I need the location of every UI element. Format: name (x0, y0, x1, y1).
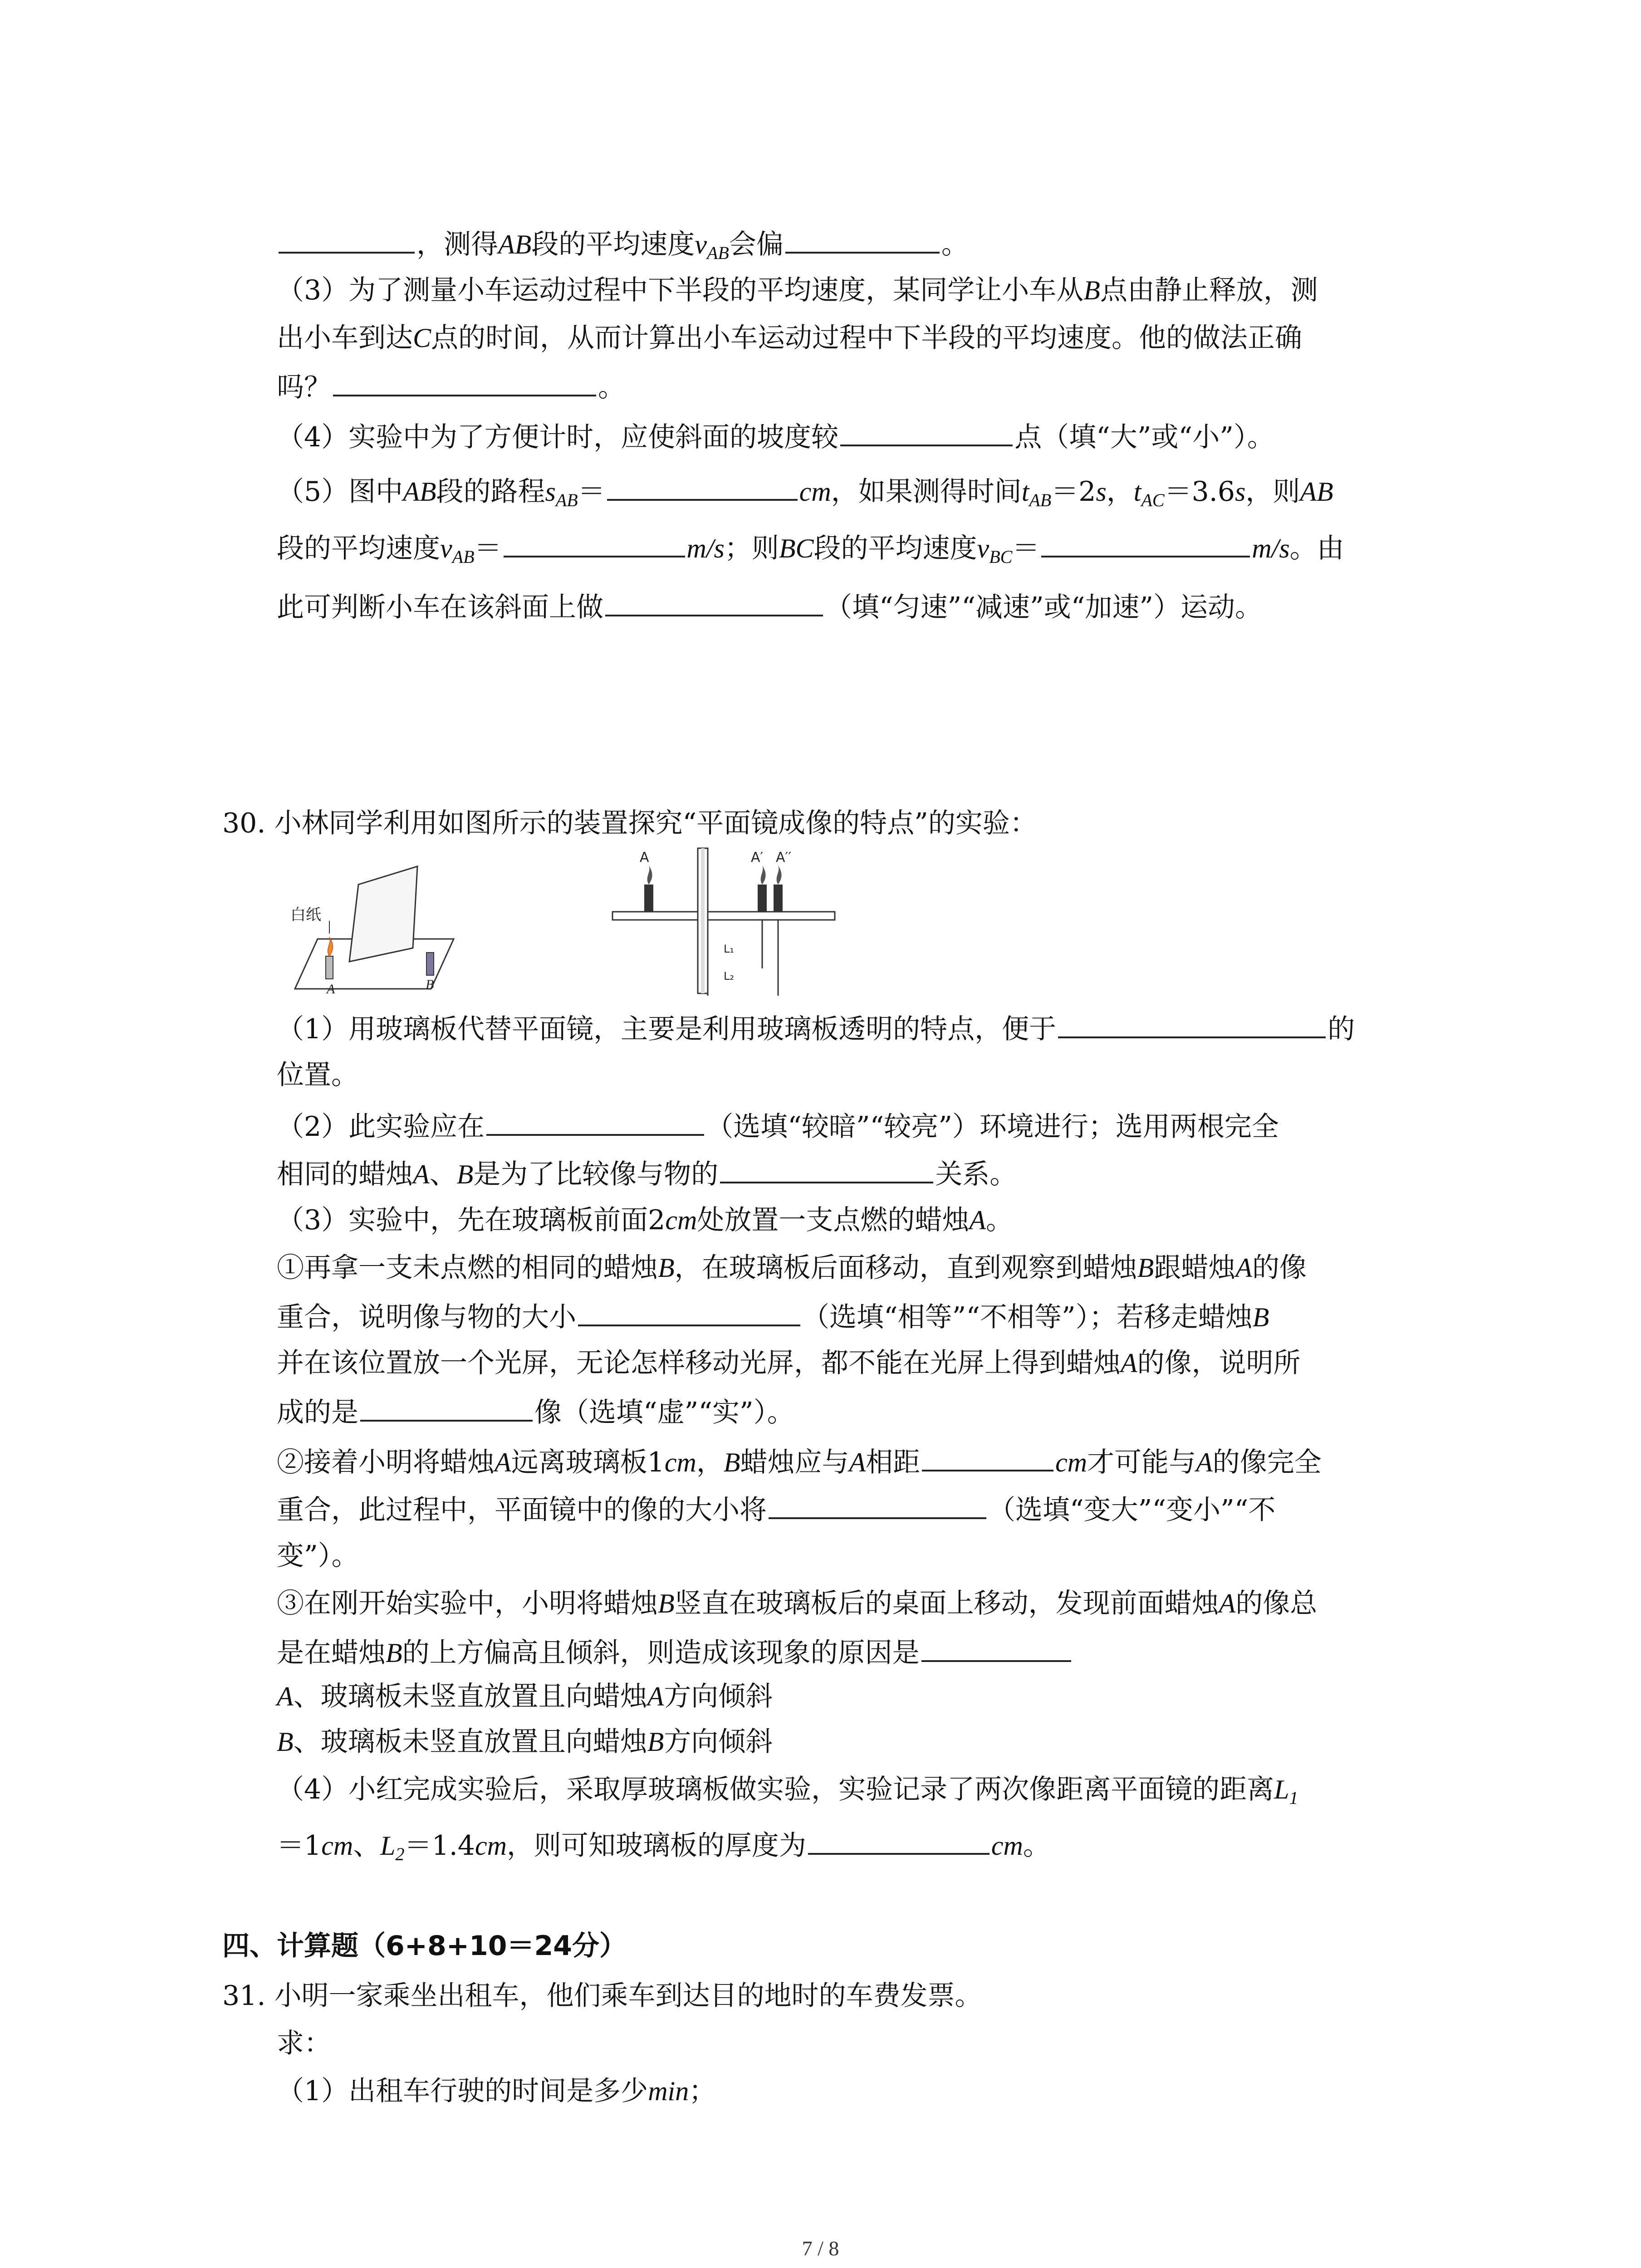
text: 远离玻璃板1 (511, 1447, 665, 1478)
subscript: 2 (395, 1844, 405, 1864)
unit: cm (991, 1831, 1023, 1861)
text: 重合，说明像与物的大小 (277, 1301, 576, 1333)
white-paper-label: 白纸 (290, 906, 321, 924)
q30-step3-line-1 (277, 1585, 1317, 1622)
text: 竖直在玻璃板后的桌面上移动，发现前面蜡烛 (674, 1588, 1219, 1619)
text: 方向倾斜 (664, 1681, 773, 1712)
q29-part3-line-1 (277, 272, 1318, 308)
answer-blank[interactable] (605, 587, 823, 616)
text: ； (689, 2075, 716, 2107)
label-a-prime: A′ (751, 850, 764, 865)
text: （选填“较暗”“较亮”）环境进行；选用两根完全 (706, 1111, 1279, 1143)
text: 、 (429, 1158, 457, 1190)
text: A (647, 1681, 664, 1711)
answer-blank[interactable] (279, 225, 415, 254)
q30-stem (222, 805, 1037, 841)
text: ①再拿一支未点燃的相同的蜡烛 (277, 1252, 658, 1284)
text: 的上方偏高且倾斜，则造成该现象的原因是 (402, 1637, 920, 1669)
text: ；则 (724, 533, 779, 564)
text: A (1121, 1348, 1137, 1378)
subscript: AB (452, 547, 475, 567)
text: 相同的蜡烛 (277, 1158, 413, 1190)
q31-part1 (277, 2073, 716, 2109)
unit: cm (664, 1447, 696, 1477)
text: 跟蜡烛 (1154, 1252, 1236, 1284)
q30-part3 (277, 1202, 1013, 1238)
q30-part4-line-2 (277, 1826, 1050, 1872)
q30-step3-line-2 (277, 1633, 1073, 1671)
text: 成的是 (277, 1397, 358, 1428)
text: B (1252, 1302, 1269, 1332)
unit: cm (665, 1205, 697, 1235)
q30-step2-line-3 (277, 1538, 359, 1574)
text: v (440, 533, 452, 563)
text: 蜡烛应与 (740, 1447, 849, 1478)
q30-step1-line-4 (277, 1393, 794, 1431)
text: 的像总 (1235, 1588, 1318, 1619)
q29-part3-line-3 (277, 367, 625, 406)
unit: cm (321, 1831, 353, 1861)
answer-blank[interactable] (840, 417, 1013, 446)
text: 。 (598, 371, 625, 403)
text: ＝1 (277, 1830, 322, 1862)
subscript: AC (1141, 490, 1165, 510)
text: 处放置一支点燃的蜡烛 (697, 1204, 970, 1236)
text: 变”）。 (277, 1540, 359, 1572)
subscript: AB (706, 243, 729, 263)
text: （1）用玻璃板代替平面镜，主要是利用玻璃板透明的特点，便于 (277, 1013, 1057, 1045)
text: ＝ (474, 533, 502, 564)
text: 的 (1327, 1013, 1355, 1045)
text: t (1133, 477, 1141, 507)
text: ②接着小明将蜡烛 (277, 1447, 495, 1478)
q30-step2-line-1 (277, 1442, 1322, 1481)
subscript: AB (555, 490, 578, 510)
text: ＝2 (1051, 476, 1096, 508)
text: 。 (985, 1204, 1013, 1236)
text: 才可能与 (1087, 1447, 1196, 1478)
text: 像（选填“虚”“实”）。 (534, 1397, 794, 1428)
text: （2）此实验应在 (277, 1111, 485, 1143)
answer-blank[interactable] (808, 1826, 989, 1855)
q29-part4 (277, 417, 1274, 455)
text: ＝ (1012, 533, 1040, 564)
q30-part2-line-1 (277, 1107, 1279, 1145)
candle-a-label: A (327, 982, 335, 997)
answer-blank[interactable] (922, 1442, 1053, 1471)
q30-part1-line-1 (277, 1009, 1355, 1047)
text: 、玻璃板未竖直放置且向蜡烛 (293, 1726, 647, 1758)
text: L (1274, 1774, 1289, 1804)
text: （1）出租车行驶的时间是多少 (277, 2075, 648, 2107)
label-a: A (640, 850, 649, 865)
text: 关系。 (935, 1158, 1017, 1190)
q29-part5-line-1 (277, 472, 1333, 518)
text: 段的平均速度 (531, 229, 695, 260)
text: B (1137, 1253, 1154, 1283)
unit: s (1096, 477, 1107, 507)
text: 段的平均速度 (813, 533, 977, 564)
text: 吗？ (277, 371, 331, 403)
text: B (456, 1159, 474, 1189)
text: 会偏 (729, 229, 784, 260)
label-l1: L₁ (724, 943, 734, 955)
text: 并在该位置放一个光屏，无论怎样移动光屏，都不能在光屏上得到蜡烛 (277, 1347, 1121, 1379)
answer-blank[interactable] (785, 225, 940, 254)
candle-b-label: B (426, 977, 434, 992)
answer-blank[interactable] (578, 1297, 800, 1326)
option-letter: A (277, 1681, 294, 1711)
q31-ask (277, 2025, 331, 2062)
text: 此可判断小车在该斜面上做 (277, 591, 603, 623)
text: v (695, 230, 707, 259)
q30-figure-sideview (603, 844, 848, 1002)
unit: cm (1055, 1447, 1087, 1477)
unit: s (1235, 477, 1246, 507)
label-a-double-prime: A′′ (776, 850, 792, 865)
text: 是为了比较像与物的 (473, 1158, 719, 1190)
q30-step1-line-1 (277, 1250, 1307, 1286)
text: A (1196, 1447, 1213, 1477)
text: （选填“相等”“不相等”）；若移走蜡烛 (802, 1301, 1253, 1333)
text: ，则可知玻璃板的厚度为 (506, 1830, 806, 1862)
text: 方向倾斜 (664, 1726, 773, 1758)
text: ，在玻璃板后面移动，直到观察到蜡烛 (674, 1252, 1137, 1284)
text: B (658, 1589, 675, 1618)
question-stem: 31. 小明一家乘坐出租车，他们乘车到达目的地时的车费发票。 (222, 1980, 982, 2012)
q30-step1-line-3 (277, 1345, 1301, 1381)
text: ＝ (578, 476, 605, 508)
text: B (658, 1253, 675, 1283)
text: ③在刚开始实验中，小明将蜡烛 (277, 1588, 658, 1619)
q30-step2-line-2 (277, 1490, 1275, 1528)
text: 。由 (1289, 533, 1344, 564)
text: L (380, 1831, 396, 1861)
text: AB (498, 230, 532, 259)
answer-blank[interactable] (486, 1107, 704, 1136)
text: 。 (941, 229, 969, 260)
label-l2: L₂ (724, 970, 734, 982)
text: ， (1106, 476, 1134, 508)
text: C (413, 323, 431, 353)
q30-part4-line-1 (277, 1771, 1298, 1816)
text: AB (403, 477, 436, 507)
text: A (969, 1205, 986, 1235)
text: （填“匀速”“减速”或“加速”）运动。 (825, 591, 1263, 623)
answer-blank[interactable] (769, 1490, 986, 1519)
text: s (545, 477, 556, 507)
text: 、 (353, 1830, 381, 1862)
text: 相距 (866, 1447, 921, 1478)
answer-blank[interactable] (333, 367, 596, 396)
q30-option-b (277, 1724, 773, 1760)
text: AB (1300, 477, 1333, 507)
text: ＝3.6 (1164, 476, 1235, 508)
answer-blank[interactable] (1058, 1009, 1326, 1038)
section-title (222, 1928, 627, 1964)
text: A (1235, 1253, 1252, 1283)
subscript: 1 (1289, 1788, 1298, 1808)
text: ，测得 (416, 229, 498, 260)
answer-blank[interactable] (1041, 528, 1250, 557)
subscript: AB (1029, 490, 1052, 510)
option-letter: B (277, 1727, 294, 1757)
text: 四、计算题（6+8+10＝24分） (222, 1930, 627, 1962)
text: 的像，说明所 (1137, 1347, 1301, 1379)
text: 求： (277, 2028, 331, 2059)
text: （3）为了测量小车运动过程中下半段的平均速度，某同学让小车从 (277, 274, 1084, 306)
text: 出小车到达 (277, 322, 413, 354)
q29-part5-line-3 (277, 587, 1262, 626)
answer-blank[interactable] (921, 1633, 1071, 1662)
text: 点由静止释放，测 (1100, 274, 1318, 306)
text: A (849, 1447, 866, 1477)
text: 段的平均速度 (277, 533, 440, 564)
q30-step1-line-2 (277, 1297, 1269, 1335)
text: 重合，此过程中，平面镜中的像的大小将 (277, 1494, 767, 1526)
q29-part5-line-2 (277, 528, 1344, 575)
text: A (413, 1159, 430, 1189)
text: （4）实验中为了方便计时，应使斜面的坡度较 (277, 421, 839, 453)
unit: min (648, 2076, 689, 2106)
text: （3）实验中，先在玻璃板前面2 (277, 1204, 666, 1236)
unit: m/s (686, 533, 725, 563)
q29-line-1 (277, 225, 969, 271)
text: 的像 (1252, 1252, 1307, 1284)
text: B (647, 1727, 664, 1757)
text: ，则 (1245, 476, 1300, 508)
question-stem: 30. 小林同学利用如图所示的装置探究“平面镜成像的特点”的实验： (222, 807, 1037, 839)
unit: cm (799, 477, 831, 507)
subscript: BC (989, 547, 1013, 567)
q30-figure-setup (281, 853, 463, 998)
answer-blank[interactable] (360, 1393, 533, 1422)
text: A (495, 1447, 511, 1477)
text: 是在蜡烛 (277, 1637, 386, 1669)
q30-option-a (277, 1678, 773, 1715)
text: t (1021, 477, 1029, 507)
text: 的像完全 (1212, 1447, 1322, 1478)
text: A (1219, 1589, 1236, 1618)
q29-part3-line-2 (277, 320, 1302, 356)
text: v (977, 533, 989, 563)
text: 位置。 (277, 1059, 358, 1091)
text: 点的时间，从而计算出小车运动过程中下半段的平均速度。他的做法正确 (431, 322, 1303, 354)
text: （选填“变大”“变小”“不 (988, 1494, 1276, 1526)
text: 段的路程 (436, 476, 545, 508)
text: 。 (1023, 1830, 1050, 1862)
text: （4）小红完成实验后，采取厚玻璃板做实验，实验记录了两次像距离平面镜的距离 (277, 1774, 1274, 1805)
text: ，如果测得时间 (831, 476, 1022, 508)
text: 点（填“大”或“小”）。 (1014, 421, 1274, 453)
text: BC (779, 533, 814, 563)
answer-blank[interactable] (504, 528, 685, 557)
text: B (1083, 275, 1100, 305)
text: B (386, 1638, 402, 1668)
answer-blank[interactable] (720, 1154, 933, 1183)
text: ， (696, 1447, 724, 1478)
text: ＝1.4 (404, 1830, 475, 1862)
answer-blank[interactable] (607, 472, 798, 501)
q30-part1-line-2 (277, 1057, 358, 1093)
text: （5）图中 (277, 476, 403, 508)
q30-part2-line-2 (277, 1154, 1017, 1193)
q31-stem (222, 1978, 982, 2014)
unit: m/s (1252, 533, 1290, 563)
text: 、玻璃板未竖直放置且向蜡烛 (293, 1681, 647, 1712)
unit: cm (475, 1831, 507, 1861)
page-number: 7 / 8 (802, 2237, 839, 2260)
text: B (723, 1447, 740, 1477)
